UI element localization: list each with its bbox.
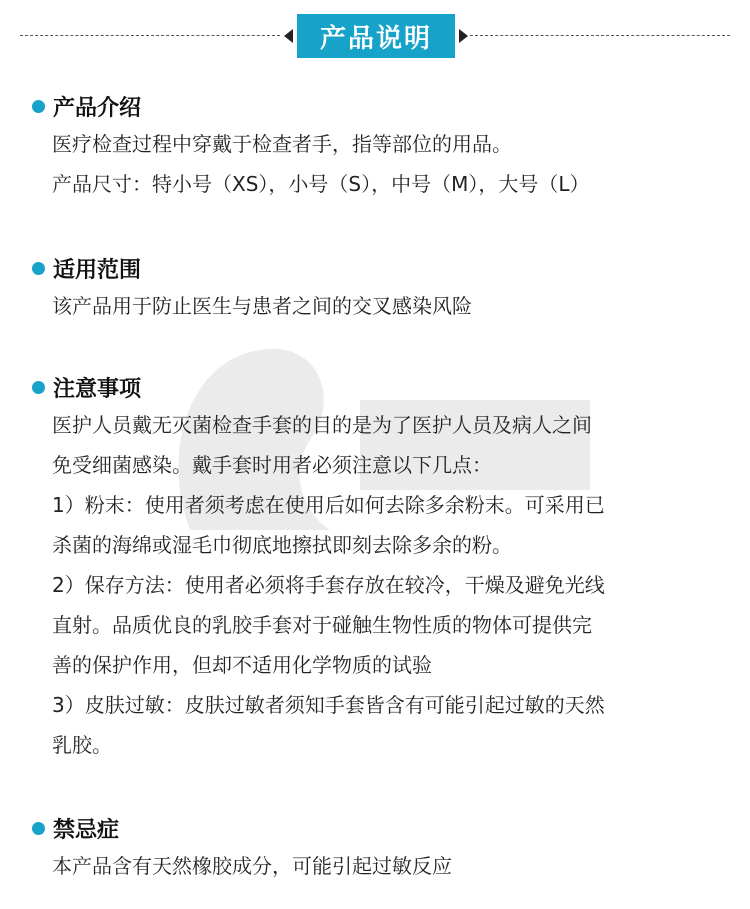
section-title: 产品介绍 (53, 95, 142, 121)
section-heading (32, 369, 732, 405)
text-line: 乳胶。 (52, 733, 112, 757)
section-title: 注意事项 (53, 376, 142, 402)
section-title: 适用范围 (53, 257, 142, 283)
section-heading (32, 250, 732, 286)
triangle-right-icon (459, 29, 468, 43)
section-title: 禁忌症 (53, 817, 120, 843)
text-line: 该产品用于防止医生与患者之间的交叉感染风险 (52, 294, 472, 318)
text-line: 3）皮肤过敏：皮肤过敏者须知手套皆含有可能引起过敏的天然 (52, 693, 605, 717)
text-line: 产品尺寸：特小号（XS），小号（S），中号（M），大号（L） (52, 172, 590, 196)
section-heading (32, 810, 732, 846)
bullet-dot-icon (32, 100, 45, 113)
header-divider-left (20, 35, 280, 36)
section-product-intro (32, 88, 732, 204)
bullet-dot-icon (32, 822, 45, 835)
text-line: 善的保护作用，但却不适用化学物质的试验 (52, 653, 432, 677)
section-scope (32, 250, 732, 326)
text-line: 2）保存方法：使用者必须将手套存放在较冷，干燥及避免光线 (52, 573, 605, 597)
header (0, 14, 750, 58)
text-line: 医疗检查过程中穿戴于检查者手，指等部位的用品。 (52, 132, 512, 156)
text-line: 免受细菌感染。戴手套时用者必须注意以下几点： (52, 453, 492, 477)
header-divider-right (470, 35, 730, 36)
text-line: 直射。品质优良的乳胶手套对于碰触生物性质的物体可提供完 (52, 613, 592, 637)
section-contraindications (32, 810, 732, 886)
text-line: 杀菌的海绵或湿毛巾彻底地擦拭即刻去除多余的粉。 (52, 533, 512, 557)
text-line: 1）粉末：使用者须考虑在使用后如何去除多余粉末。可采用已 (52, 493, 605, 517)
text-line: 医护人员戴无灭菌检查手套的目的是为了医护人员及病人之间 (52, 413, 592, 437)
bullet-dot-icon (32, 381, 45, 394)
page-title: 产品说明 (297, 14, 455, 58)
triangle-left-icon (284, 29, 293, 43)
text-line: 本产品含有天然橡胶成分，可能引起过敏反应 (52, 854, 452, 878)
bullet-dot-icon (32, 262, 45, 275)
section-heading (32, 88, 732, 124)
section-precautions (32, 369, 732, 765)
